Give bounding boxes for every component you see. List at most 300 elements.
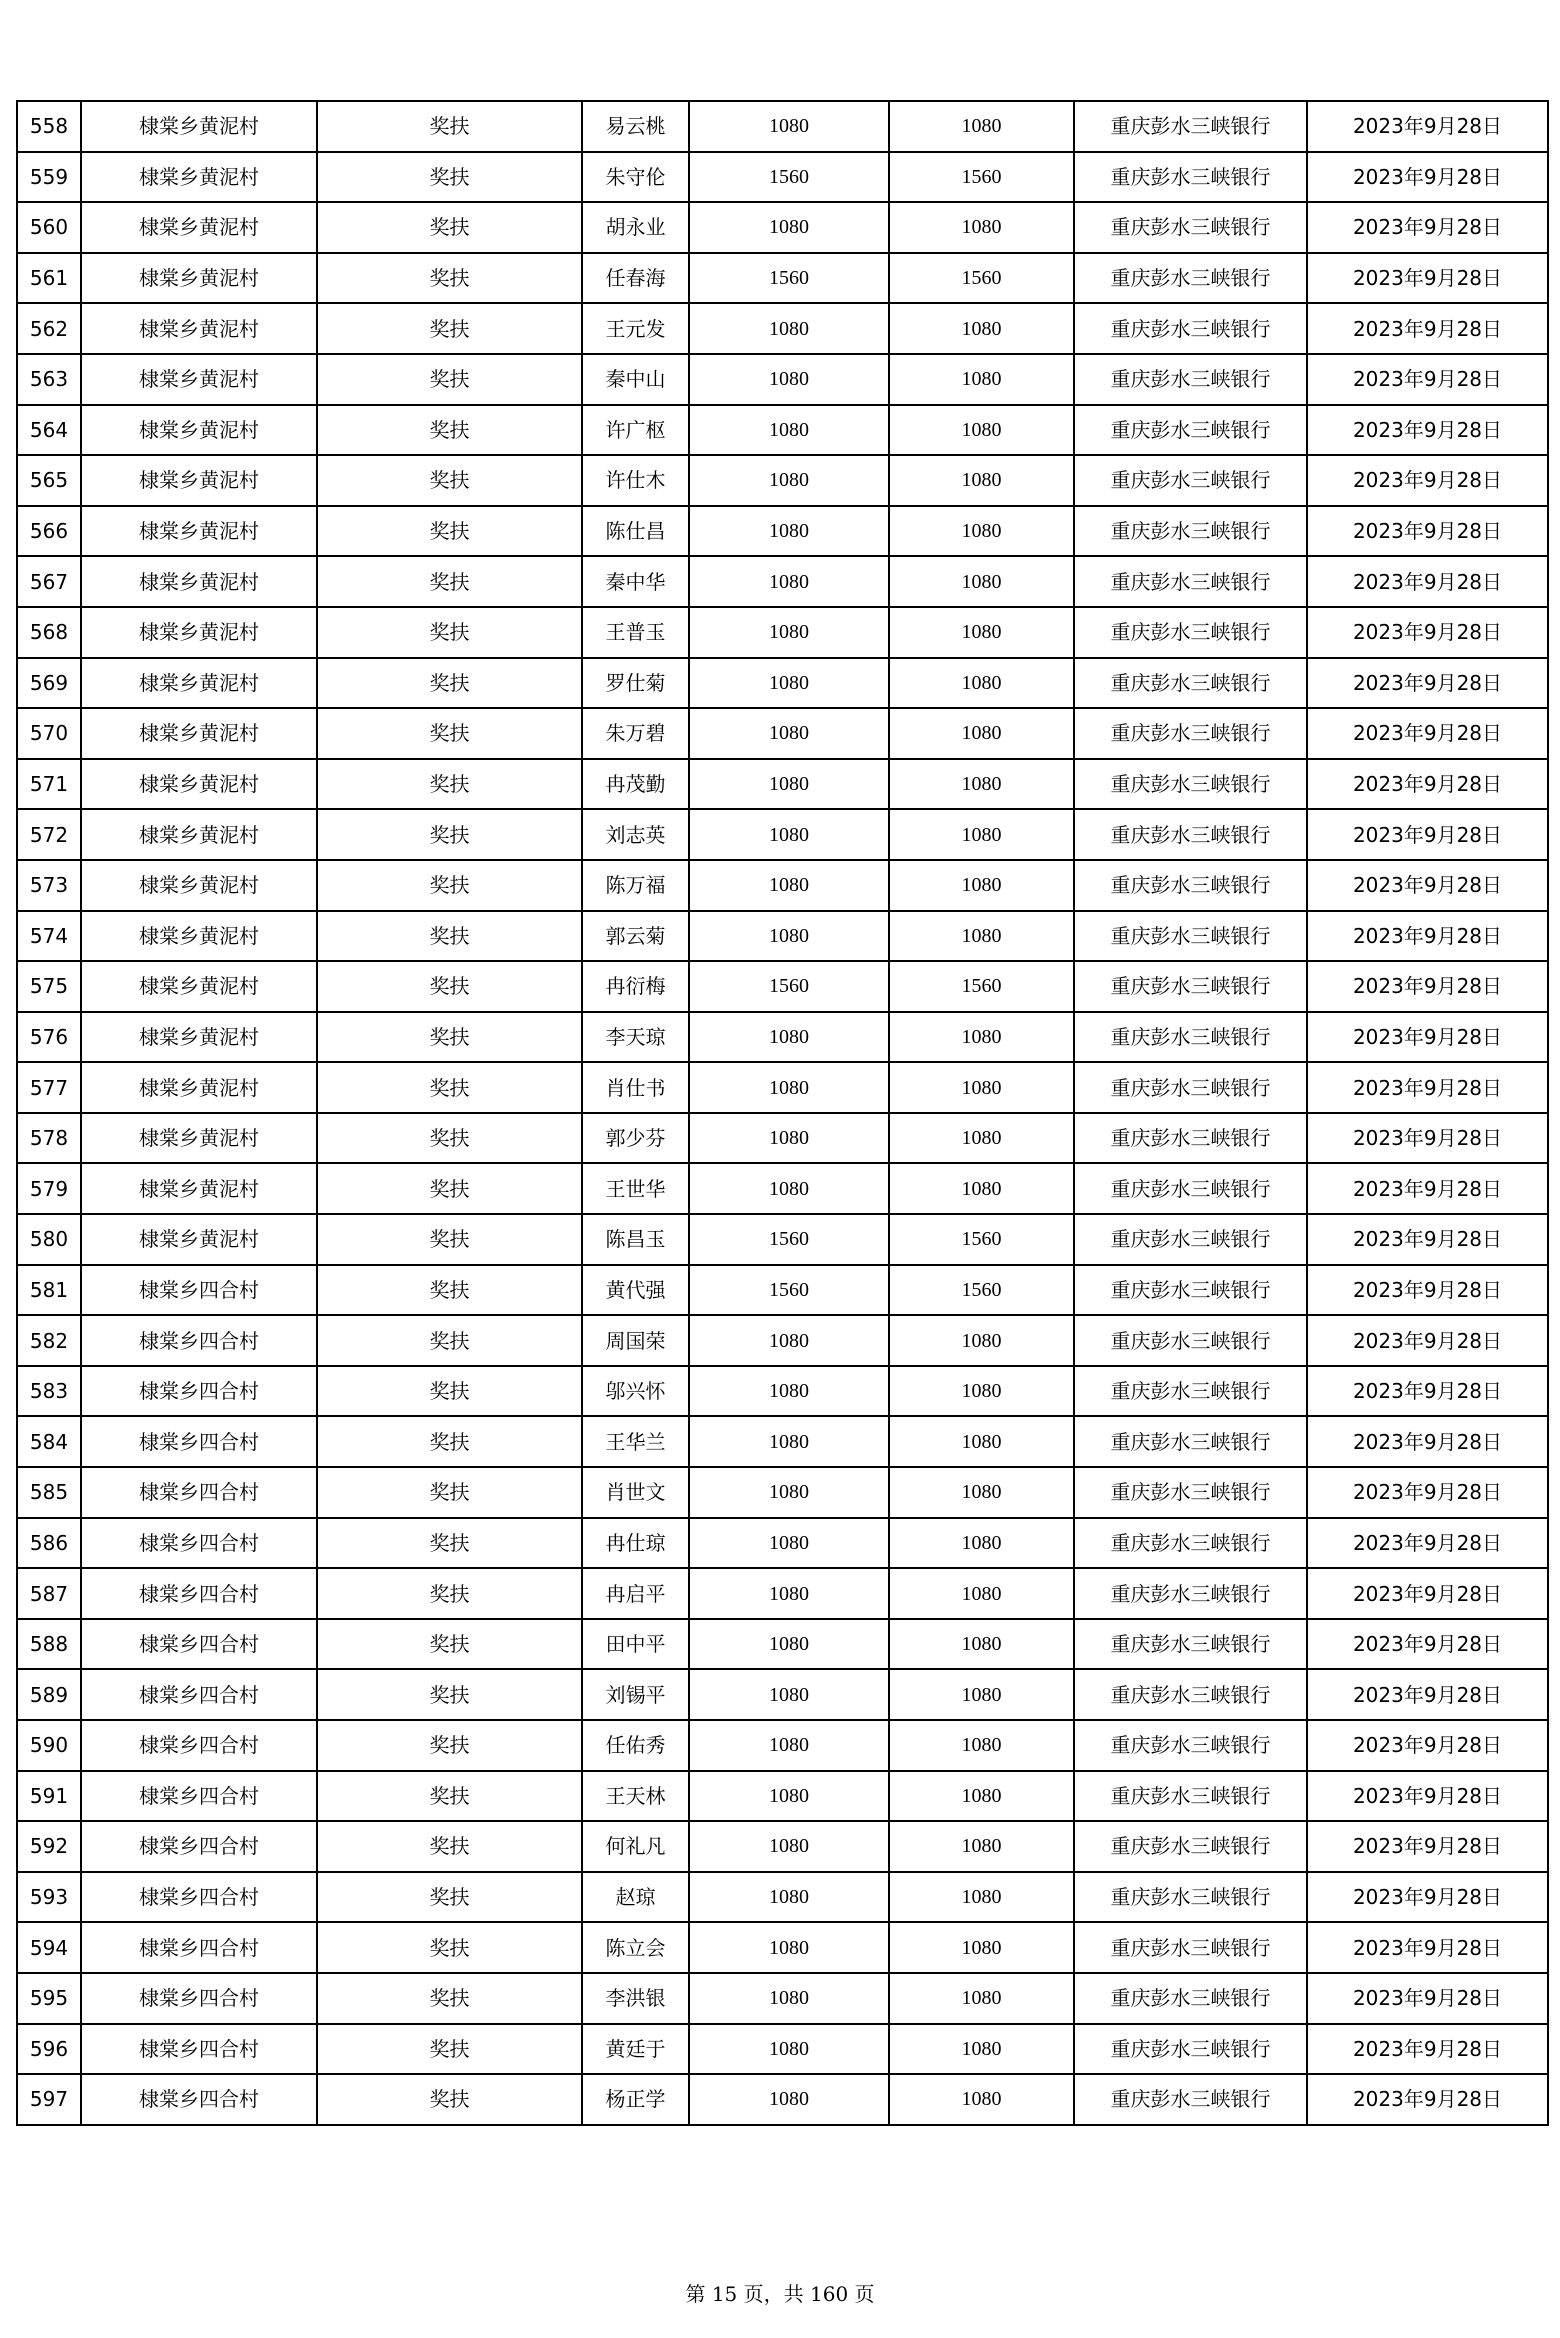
cell-type: 奖扶 <box>317 1568 582 1619</box>
cell-amount-due: 1080 <box>689 1872 889 1923</box>
cell-index: 586 <box>17 1518 81 1569</box>
cell-village: 棣棠乡黄泥村 <box>81 658 317 709</box>
cell-date: 2023年9月28日 <box>1307 1062 1548 1113</box>
cell-bank: 重庆彭水三峡银行 <box>1074 1416 1307 1467</box>
cell-village: 棣棠乡黄泥村 <box>81 759 317 810</box>
cell-amount-due: 1080 <box>689 1973 889 2024</box>
cell-amount-due: 1080 <box>689 1315 889 1366</box>
cell-date: 2023年9月28日 <box>1307 354 1548 405</box>
cell-index: 569 <box>17 658 81 709</box>
cell-village: 棣棠乡四合村 <box>81 1467 317 1518</box>
cell-index: 592 <box>17 1821 81 1872</box>
cell-date: 2023年9月28日 <box>1307 1821 1548 1872</box>
cell-type: 奖扶 <box>317 506 582 557</box>
cell-bank: 重庆彭水三峡银行 <box>1074 101 1307 152</box>
cell-index: 587 <box>17 1568 81 1619</box>
cell-amount-due: 1080 <box>689 658 889 709</box>
table-row <box>17 1922 1548 1973</box>
cell-date: 2023年9月28日 <box>1307 607 1548 658</box>
cell-index: 581 <box>17 1265 81 1316</box>
cell-amount-due: 1080 <box>689 708 889 759</box>
cell-type: 奖扶 <box>317 1771 582 1822</box>
cell-index: 590 <box>17 1720 81 1771</box>
cell-date: 2023年9月28日 <box>1307 1214 1548 1265</box>
table-row <box>17 1366 1548 1417</box>
cell-bank: 重庆彭水三峡银行 <box>1074 1163 1307 1214</box>
cell-amount-paid: 1560 <box>889 961 1074 1012</box>
cell-amount-paid: 1080 <box>889 860 1074 911</box>
cell-amount-due: 1080 <box>689 1518 889 1569</box>
cell-amount-due: 1080 <box>689 1416 889 1467</box>
cell-bank: 重庆彭水三峡银行 <box>1074 1062 1307 1113</box>
cell-village: 棣棠乡黄泥村 <box>81 455 317 506</box>
cell-name: 任佑秀 <box>582 1720 689 1771</box>
cell-amount-due: 1080 <box>689 911 889 962</box>
cell-village: 棣棠乡四合村 <box>81 1821 317 1872</box>
cell-village: 棣棠乡四合村 <box>81 2074 317 2125</box>
cell-bank: 重庆彭水三峡银行 <box>1074 708 1307 759</box>
cell-date: 2023年9月28日 <box>1307 759 1548 810</box>
cell-bank: 重庆彭水三峡银行 <box>1074 1467 1307 1518</box>
table-row <box>17 1973 1548 2024</box>
cell-index: 561 <box>17 253 81 304</box>
cell-date: 2023年9月28日 <box>1307 2074 1548 2125</box>
cell-amount-paid: 1080 <box>889 1922 1074 1973</box>
cell-amount-due: 1560 <box>689 961 889 1012</box>
cell-date: 2023年9月28日 <box>1307 152 1548 203</box>
cell-index: 594 <box>17 1922 81 1973</box>
cell-name: 肖仕书 <box>582 1062 689 1113</box>
cell-amount-due: 1080 <box>689 506 889 557</box>
cell-index: 578 <box>17 1113 81 1164</box>
cell-village: 棣棠乡黄泥村 <box>81 152 317 203</box>
cell-type: 奖扶 <box>317 1012 582 1063</box>
cell-amount-due: 1080 <box>689 1568 889 1619</box>
cell-type: 奖扶 <box>317 1973 582 2024</box>
cell-name: 王普玉 <box>582 607 689 658</box>
cell-amount-due: 1080 <box>689 1467 889 1518</box>
table-row <box>17 961 1548 1012</box>
cell-date: 2023年9月28日 <box>1307 1922 1548 1973</box>
cell-amount-due: 1560 <box>689 152 889 203</box>
cell-index: 577 <box>17 1062 81 1113</box>
cell-index: 597 <box>17 2074 81 2125</box>
cell-type: 奖扶 <box>317 1518 582 1569</box>
cell-village: 棣棠乡黄泥村 <box>81 607 317 658</box>
cell-type: 奖扶 <box>317 1922 582 1973</box>
cell-index: 588 <box>17 1619 81 1670</box>
cell-village: 棣棠乡四合村 <box>81 1872 317 1923</box>
cell-name: 秦中华 <box>582 556 689 607</box>
cell-type: 奖扶 <box>317 1366 582 1417</box>
cell-amount-due: 1560 <box>689 1214 889 1265</box>
cell-date: 2023年9月28日 <box>1307 455 1548 506</box>
cell-name: 冉茂勤 <box>582 759 689 810</box>
cell-index: 583 <box>17 1366 81 1417</box>
cell-village: 棣棠乡黄泥村 <box>81 101 317 152</box>
cell-date: 2023年9月28日 <box>1307 101 1548 152</box>
table-row <box>17 911 1548 962</box>
table-row <box>17 253 1548 304</box>
cell-amount-paid: 1080 <box>889 1012 1074 1063</box>
cell-amount-due: 1080 <box>689 809 889 860</box>
cell-type: 奖扶 <box>317 961 582 1012</box>
cell-type: 奖扶 <box>317 1315 582 1366</box>
table-row <box>17 556 1548 607</box>
cell-bank: 重庆彭水三峡银行 <box>1074 1872 1307 1923</box>
table-row <box>17 1113 1548 1164</box>
cell-amount-due: 1080 <box>689 1062 889 1113</box>
cell-name: 王天林 <box>582 1771 689 1822</box>
cell-amount-due: 1080 <box>689 2024 889 2075</box>
table-row <box>17 1821 1548 1872</box>
cell-type: 奖扶 <box>317 152 582 203</box>
cell-type: 奖扶 <box>317 1113 582 1164</box>
cell-amount-due: 1080 <box>689 455 889 506</box>
cell-type: 奖扶 <box>317 1619 582 1670</box>
cell-bank: 重庆彭水三峡银行 <box>1074 1113 1307 1164</box>
cell-name: 易云桃 <box>582 101 689 152</box>
cell-type: 奖扶 <box>317 303 582 354</box>
cell-name: 肖世文 <box>582 1467 689 1518</box>
cell-date: 2023年9月28日 <box>1307 1012 1548 1063</box>
cell-date: 2023年9月28日 <box>1307 1163 1548 1214</box>
table-row <box>17 809 1548 860</box>
cell-amount-due: 1560 <box>689 253 889 304</box>
cell-index: 573 <box>17 860 81 911</box>
cell-name: 陈万福 <box>582 860 689 911</box>
cell-amount-paid: 1560 <box>889 1265 1074 1316</box>
cell-amount-due: 1080 <box>689 303 889 354</box>
cell-amount-due: 1080 <box>689 1771 889 1822</box>
cell-type: 奖扶 <box>317 759 582 810</box>
cell-name: 杨正学 <box>582 2074 689 2125</box>
cell-amount-paid: 1080 <box>889 1669 1074 1720</box>
table-row <box>17 1315 1548 1366</box>
cell-type: 奖扶 <box>317 202 582 253</box>
cell-bank: 重庆彭水三峡银行 <box>1074 1518 1307 1569</box>
cell-name: 刘锡平 <box>582 1669 689 1720</box>
page-number: 第 15 页，共 160 页 <box>685 2282 875 2306</box>
cell-amount-paid: 1080 <box>889 506 1074 557</box>
cell-village: 棣棠乡四合村 <box>81 1771 317 1822</box>
cell-date: 2023年9月28日 <box>1307 658 1548 709</box>
table-row <box>17 455 1548 506</box>
cell-date: 2023年9月28日 <box>1307 202 1548 253</box>
cell-index: 574 <box>17 911 81 962</box>
cell-amount-paid: 1080 <box>889 809 1074 860</box>
cell-index: 566 <box>17 506 81 557</box>
cell-date: 2023年9月28日 <box>1307 556 1548 607</box>
cell-amount-due: 1080 <box>689 1113 889 1164</box>
cell-bank: 重庆彭水三峡银行 <box>1074 1720 1307 1771</box>
cell-type: 奖扶 <box>317 658 582 709</box>
cell-amount-paid: 1080 <box>889 1113 1074 1164</box>
cell-type: 奖扶 <box>317 2074 582 2125</box>
cell-name: 郭云菊 <box>582 911 689 962</box>
table-row <box>17 2024 1548 2075</box>
cell-amount-due: 1080 <box>689 405 889 456</box>
cell-village: 棣棠乡黄泥村 <box>81 354 317 405</box>
cell-name: 罗仕菊 <box>582 658 689 709</box>
table-row <box>17 152 1548 203</box>
cell-index: 572 <box>17 809 81 860</box>
table-row <box>17 405 1548 456</box>
cell-bank: 重庆彭水三峡银行 <box>1074 556 1307 607</box>
cell-amount-paid: 1080 <box>889 405 1074 456</box>
table-row <box>17 1619 1548 1670</box>
cell-type: 奖扶 <box>317 860 582 911</box>
cell-bank: 重庆彭水三峡银行 <box>1074 1619 1307 1670</box>
cell-date: 2023年9月28日 <box>1307 1619 1548 1670</box>
cell-index: 563 <box>17 354 81 405</box>
cell-bank: 重庆彭水三峡银行 <box>1074 759 1307 810</box>
table-row <box>17 2074 1548 2125</box>
cell-name: 李洪银 <box>582 1973 689 2024</box>
cell-village: 棣棠乡黄泥村 <box>81 1062 317 1113</box>
table-row <box>17 1265 1548 1316</box>
cell-date: 2023年9月28日 <box>1307 1973 1548 2024</box>
cell-amount-due: 1080 <box>689 1922 889 1973</box>
cell-date: 2023年9月28日 <box>1307 506 1548 557</box>
cell-amount-paid: 1080 <box>889 1062 1074 1113</box>
table-row <box>17 354 1548 405</box>
cell-amount-paid: 1080 <box>889 455 1074 506</box>
cell-name: 王元发 <box>582 303 689 354</box>
cell-village: 棣棠乡黄泥村 <box>81 202 317 253</box>
cell-amount-paid: 1080 <box>889 1416 1074 1467</box>
cell-date: 2023年9月28日 <box>1307 1872 1548 1923</box>
cell-type: 奖扶 <box>317 101 582 152</box>
cell-type: 奖扶 <box>317 253 582 304</box>
cell-name: 许仕木 <box>582 455 689 506</box>
cell-name: 冉启平 <box>582 1568 689 1619</box>
cell-type: 奖扶 <box>317 1467 582 1518</box>
cell-type: 奖扶 <box>317 1062 582 1113</box>
cell-index: 593 <box>17 1872 81 1923</box>
cell-village: 棣棠乡黄泥村 <box>81 860 317 911</box>
cell-amount-paid: 1560 <box>889 1214 1074 1265</box>
cell-type: 奖扶 <box>317 1416 582 1467</box>
cell-index: 579 <box>17 1163 81 1214</box>
cell-type: 奖扶 <box>317 1669 582 1720</box>
cell-index: 571 <box>17 759 81 810</box>
cell-index: 589 <box>17 1669 81 1720</box>
cell-bank: 重庆彭水三峡银行 <box>1074 253 1307 304</box>
cell-date: 2023年9月28日 <box>1307 405 1548 456</box>
cell-bank: 重庆彭水三峡银行 <box>1074 455 1307 506</box>
cell-date: 2023年9月28日 <box>1307 708 1548 759</box>
cell-name: 朱万碧 <box>582 708 689 759</box>
cell-date: 2023年9月28日 <box>1307 1568 1548 1619</box>
cell-type: 奖扶 <box>317 354 582 405</box>
cell-index: 585 <box>17 1467 81 1518</box>
cell-date: 2023年9月28日 <box>1307 809 1548 860</box>
cell-bank: 重庆彭水三峡银行 <box>1074 809 1307 860</box>
cell-index: 560 <box>17 202 81 253</box>
cell-village: 棣棠乡黄泥村 <box>81 556 317 607</box>
cell-index: 591 <box>17 1771 81 1822</box>
cell-amount-paid: 1560 <box>889 152 1074 203</box>
cell-name: 田中平 <box>582 1619 689 1670</box>
cell-amount-due: 1080 <box>689 1619 889 1670</box>
table-row <box>17 1669 1548 1720</box>
cell-name: 任春海 <box>582 253 689 304</box>
cell-village: 棣棠乡黄泥村 <box>81 303 317 354</box>
cell-amount-due: 1080 <box>689 1720 889 1771</box>
cell-amount-paid: 1080 <box>889 2024 1074 2075</box>
cell-name: 赵琼 <box>582 1872 689 1923</box>
cell-date: 2023年9月28日 <box>1307 1366 1548 1417</box>
cell-amount-paid: 1080 <box>889 354 1074 405</box>
table-row <box>17 708 1548 759</box>
cell-index: 584 <box>17 1416 81 1467</box>
cell-village: 棣棠乡黄泥村 <box>81 1012 317 1063</box>
cell-amount-paid: 1080 <box>889 708 1074 759</box>
cell-name: 冉衍梅 <box>582 961 689 1012</box>
cell-date: 2023年9月28日 <box>1307 911 1548 962</box>
cell-village: 棣棠乡黄泥村 <box>81 506 317 557</box>
cell-bank: 重庆彭水三峡银行 <box>1074 1315 1307 1366</box>
cell-type: 奖扶 <box>317 455 582 506</box>
cell-amount-paid: 1080 <box>889 1720 1074 1771</box>
cell-village: 棣棠乡黄泥村 <box>81 253 317 304</box>
cell-village: 棣棠乡四合村 <box>81 1720 317 1771</box>
cell-bank: 重庆彭水三峡银行 <box>1074 506 1307 557</box>
cell-village: 棣棠乡黄泥村 <box>81 961 317 1012</box>
cell-village: 棣棠乡四合村 <box>81 1973 317 2024</box>
cell-amount-paid: 1560 <box>889 253 1074 304</box>
cell-bank: 重庆彭水三峡银行 <box>1074 2024 1307 2075</box>
cell-bank: 重庆彭水三峡银行 <box>1074 607 1307 658</box>
cell-amount-paid: 1080 <box>889 658 1074 709</box>
cell-name: 秦中山 <box>582 354 689 405</box>
cell-amount-paid: 1080 <box>889 556 1074 607</box>
cell-village: 棣棠乡四合村 <box>81 1669 317 1720</box>
table-row <box>17 1062 1548 1113</box>
cell-index: 580 <box>17 1214 81 1265</box>
cell-village: 棣棠乡四合村 <box>81 2024 317 2075</box>
cell-type: 奖扶 <box>317 708 582 759</box>
cell-bank: 重庆彭水三峡银行 <box>1074 1214 1307 1265</box>
cell-date: 2023年9月28日 <box>1307 303 1548 354</box>
cell-name: 周国荣 <box>582 1315 689 1366</box>
cell-village: 棣棠乡四合村 <box>81 1518 317 1569</box>
cell-village: 棣棠乡黄泥村 <box>81 405 317 456</box>
cell-amount-paid: 1080 <box>889 1518 1074 1569</box>
cell-index: 576 <box>17 1012 81 1063</box>
cell-name: 何礼凡 <box>582 1821 689 1872</box>
cell-name: 王世华 <box>582 1163 689 1214</box>
table-row <box>17 1872 1548 1923</box>
table-row <box>17 658 1548 709</box>
cell-bank: 重庆彭水三峡银行 <box>1074 1973 1307 2024</box>
cell-date: 2023年9月28日 <box>1307 1113 1548 1164</box>
cell-village: 棣棠乡四合村 <box>81 1416 317 1467</box>
cell-index: 564 <box>17 405 81 456</box>
cell-date: 2023年9月28日 <box>1307 1669 1548 1720</box>
cell-date: 2023年9月28日 <box>1307 2024 1548 2075</box>
cell-date: 2023年9月28日 <box>1307 1265 1548 1316</box>
cell-village: 棣棠乡四合村 <box>81 1265 317 1316</box>
cell-amount-paid: 1080 <box>889 2074 1074 2125</box>
cell-village: 棣棠乡黄泥村 <box>81 1214 317 1265</box>
cell-type: 奖扶 <box>317 1821 582 1872</box>
cell-index: 596 <box>17 2024 81 2075</box>
cell-name: 邬兴怀 <box>582 1366 689 1417</box>
cell-village: 棣棠乡黄泥村 <box>81 1113 317 1164</box>
cell-amount-due: 1080 <box>689 1163 889 1214</box>
cell-amount-paid: 1080 <box>889 1366 1074 1417</box>
cell-bank: 重庆彭水三峡银行 <box>1074 2074 1307 2125</box>
cell-type: 奖扶 <box>317 2024 582 2075</box>
cell-village: 棣棠乡黄泥村 <box>81 1163 317 1214</box>
cell-type: 奖扶 <box>317 1720 582 1771</box>
cell-name: 黄代强 <box>582 1265 689 1316</box>
cell-amount-due: 1080 <box>689 1669 889 1720</box>
cell-bank: 重庆彭水三峡银行 <box>1074 1568 1307 1619</box>
cell-amount-due: 1080 <box>689 759 889 810</box>
cell-name: 郭少芬 <box>582 1113 689 1164</box>
cell-bank: 重庆彭水三峡银行 <box>1074 1265 1307 1316</box>
cell-type: 奖扶 <box>317 607 582 658</box>
cell-type: 奖扶 <box>317 1872 582 1923</box>
cell-type: 奖扶 <box>317 911 582 962</box>
cell-amount-paid: 1080 <box>889 101 1074 152</box>
cell-index: 575 <box>17 961 81 1012</box>
cell-name: 陈立会 <box>582 1922 689 1973</box>
payment-table <box>16 100 1549 2126</box>
cell-index: 582 <box>17 1315 81 1366</box>
cell-name: 王华兰 <box>582 1416 689 1467</box>
table-row <box>17 1416 1548 1467</box>
cell-amount-due: 1560 <box>689 1265 889 1316</box>
table-row <box>17 1771 1548 1822</box>
cell-type: 奖扶 <box>317 405 582 456</box>
cell-bank: 重庆彭水三峡银行 <box>1074 961 1307 1012</box>
cell-date: 2023年9月28日 <box>1307 961 1548 1012</box>
cell-name: 胡永业 <box>582 202 689 253</box>
cell-amount-due: 1080 <box>689 556 889 607</box>
cell-bank: 重庆彭水三峡银行 <box>1074 1922 1307 1973</box>
cell-index: 559 <box>17 152 81 203</box>
cell-amount-paid: 1080 <box>889 1973 1074 2024</box>
cell-village: 棣棠乡黄泥村 <box>81 708 317 759</box>
table-row <box>17 1518 1548 1569</box>
cell-name: 刘志英 <box>582 809 689 860</box>
cell-index: 595 <box>17 1973 81 2024</box>
cell-date: 2023年9月28日 <box>1307 1771 1548 1822</box>
cell-amount-paid: 1080 <box>889 303 1074 354</box>
table-row <box>17 202 1548 253</box>
table-row <box>17 1214 1548 1265</box>
cell-date: 2023年9月28日 <box>1307 1315 1548 1366</box>
table-row <box>17 303 1548 354</box>
cell-bank: 重庆彭水三峡银行 <box>1074 911 1307 962</box>
cell-index: 568 <box>17 607 81 658</box>
cell-village: 棣棠乡四合村 <box>81 1922 317 1973</box>
cell-bank: 重庆彭水三峡银行 <box>1074 1012 1307 1063</box>
cell-amount-paid: 1080 <box>889 1163 1074 1214</box>
cell-village: 棣棠乡黄泥村 <box>81 911 317 962</box>
table-row <box>17 1568 1548 1619</box>
cell-bank: 重庆彭水三峡银行 <box>1074 860 1307 911</box>
cell-bank: 重庆彭水三峡银行 <box>1074 1821 1307 1872</box>
cell-amount-paid: 1080 <box>889 1872 1074 1923</box>
table-row <box>17 1720 1548 1771</box>
cell-bank: 重庆彭水三峡银行 <box>1074 1669 1307 1720</box>
cell-date: 2023年9月28日 <box>1307 1720 1548 1771</box>
